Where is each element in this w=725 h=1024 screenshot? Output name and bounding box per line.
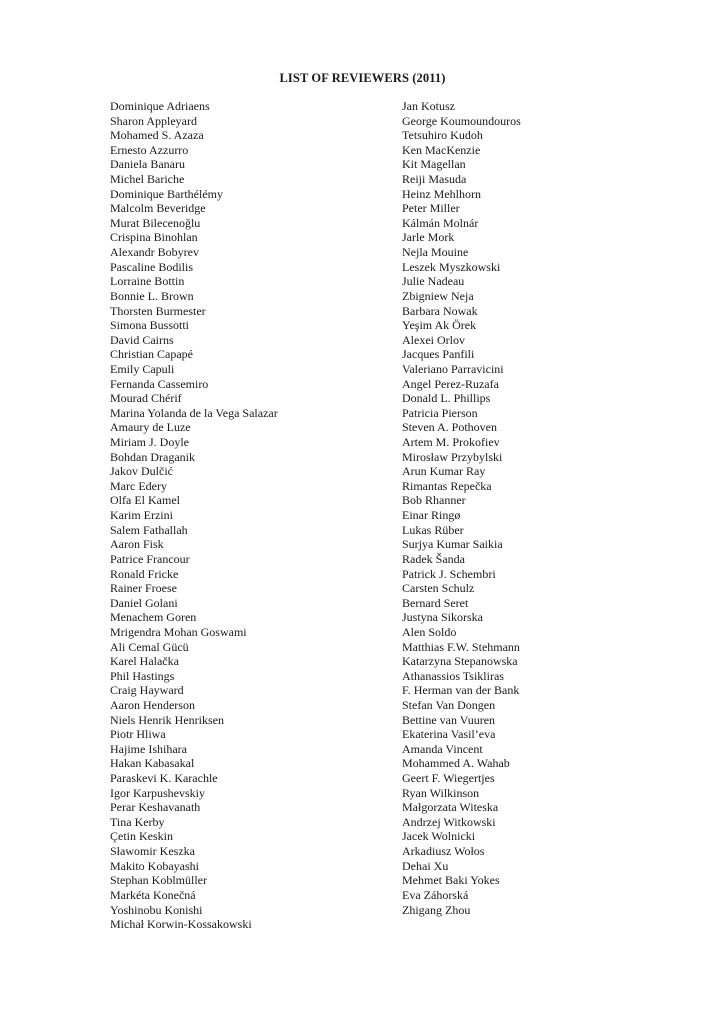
reviewer-name: Jakov Dulčić: [110, 464, 173, 479]
reviewer-name: Ernesto Azzurro: [110, 142, 189, 157]
reviewer-name: Alexei Orlov: [402, 332, 465, 347]
reviewer-name: Salem Fathallah: [110, 522, 188, 537]
reviewer-name: Einar Ringø: [402, 508, 461, 523]
reviewer-name: Hakan Kabasakal: [110, 756, 195, 771]
reviewer-name: Niels Henrik Henriksen: [110, 712, 224, 727]
reviewer-name: Mohamed S. Azaza: [110, 128, 204, 143]
reviewer-name: Dehai Xu: [402, 858, 449, 873]
reviewer-name: Jan Kotusz: [402, 99, 455, 113]
reviewer-name: Nejla Mouine: [402, 245, 469, 260]
reviewer-name: Ekaterina Vasil’eva: [402, 727, 496, 742]
reviewer-name: Bernard Seret: [402, 595, 469, 610]
reviewer-name: Donald L. Phillips: [402, 391, 491, 406]
reviewer-name: Artem M. Prokofiev: [402, 435, 500, 450]
reviewer-name: Matthias F.W. Stehmann: [402, 639, 520, 654]
reviewer-list-left: [110, 99, 278, 932]
reviewer-name: Małgorzata Witeska: [402, 800, 499, 815]
reviewer-name: Emily Capuli: [110, 361, 175, 376]
reviewer-name: Marc Edery: [110, 478, 167, 493]
reviewer-name: Stephan Koblmüller: [110, 873, 207, 888]
reviewer-name: Heinz Mehlhorn: [402, 186, 481, 201]
reviewer-name: Craig Hayward: [110, 683, 184, 698]
reviewer-name: Eva Záhorská: [402, 887, 469, 902]
reviewer-name: Lorraine Bottin: [110, 274, 185, 289]
reviewer-name: Zhigang Zhou: [402, 902, 471, 917]
reviewer-name: Phil Hastings: [110, 668, 175, 683]
reviewer-name: Pascaline Bodilis: [110, 259, 193, 274]
reviewer-name: Leszek Myszkowski: [402, 259, 501, 274]
reviewer-name: Mourad Chérif: [110, 391, 182, 406]
reviewer-name: Radek Šanda: [402, 551, 465, 566]
reviewer-name: Angel Perez-Ruzafa: [402, 376, 499, 391]
reviewer-name: Hajime Ishihara: [110, 741, 187, 756]
reviewer-name: Karel Halačka: [110, 654, 179, 669]
reviewer-name: Aaron Fisk: [110, 537, 164, 552]
reviewer-name: Yeşim Ak Örek: [402, 318, 477, 333]
reviewer-name: Fernanda Cassemiro: [110, 376, 209, 391]
reviewer-name: Kit Magellan: [402, 157, 466, 172]
reviewer-name: Menachem Goren: [110, 610, 197, 625]
reviewer-name: F. Herman van der Bank: [402, 683, 520, 698]
reviewer-name: Katarzyna Stepanowska: [402, 654, 518, 669]
reviewer-name: Michel Bariche: [110, 172, 185, 187]
reviewer-name: Yoshinobu Konishi: [110, 902, 203, 917]
reviewer-name: Patrick J. Schembri: [402, 566, 496, 581]
reviewer-name: Amaury de Luze: [110, 420, 191, 435]
reviewer-name: Patricia Pierson: [402, 405, 478, 420]
reviewer-name: Ken MacKenzie: [402, 142, 481, 157]
reviewer-name: Kálmán Molnár: [402, 215, 479, 230]
reviewer-name: Andrzej Witkowski: [402, 814, 496, 829]
reviewer-name: Zbigniew Neja: [402, 288, 474, 303]
reviewer-name: Sławomir Keszka: [110, 844, 195, 859]
reviewer-name: Arkadiusz Wołos: [402, 844, 485, 859]
reviewer-name: David Cairns: [110, 332, 174, 347]
reviewer-name: George Koumoundouros: [402, 113, 521, 128]
reviewer-name: Arun Kumar Ray: [402, 464, 486, 479]
reviewer-name: Mohammed A. Wahab: [402, 756, 510, 771]
reviewer-name: Crispina Binohlan: [110, 230, 198, 245]
reviewer-name: Jarle Mork: [402, 230, 455, 245]
reviewer-name: Tina Kerby: [110, 814, 165, 829]
reviewer-name: Rimantas Repečka: [402, 478, 492, 493]
reviewer-name: Daniela Banaru: [110, 157, 185, 172]
reviewer-name: Jacek Wolnicki: [402, 829, 476, 844]
reviewer-name: Ali Cemal Gücü: [110, 639, 189, 654]
reviewer-name: Lukas Rüber: [402, 522, 464, 537]
reviewer-name: Dominique Adriaens: [110, 99, 210, 113]
reviewer-name: Carsten Schulz: [402, 581, 475, 596]
reviewer-name: Makito Kobayashi: [110, 858, 199, 873]
reviewer-name: Daniel Golani: [110, 595, 178, 610]
reviewer-name: Igor Karpushevskiy: [110, 785, 205, 800]
reviewer-name: Olfa El Kamel: [110, 493, 180, 508]
reviewer-name: Marina Yolanda de la Vega Salazar: [110, 405, 278, 420]
reviewer-name: Paraskevi K. Karachle: [110, 771, 218, 786]
reviewer-name: Murat Bilecenoğlu: [110, 215, 201, 230]
reviewer-name: Jacques Panfili: [402, 347, 475, 362]
reviewer-name: Steven A. Pothoven: [402, 420, 497, 435]
reviewer-name: Çetin Keskin: [110, 829, 173, 844]
reviewer-name: Thorsten Burmester: [110, 303, 206, 318]
reviewer-name: Tetsuhiro Kudoh: [402, 128, 483, 143]
reviewer-name: Karim Erzini: [110, 508, 173, 523]
reviewer-name: Amanda Vincent: [402, 741, 483, 756]
reviewer-name: Valeriano Parravicini: [402, 361, 504, 376]
page-title: LIST OF REVIEWERS (2011): [279, 71, 446, 85]
reviewer-name: Mehmet Baki Yokes: [402, 873, 500, 888]
reviewer-name: Athanassios Tsikliras: [402, 668, 504, 683]
reviewer-list-right: [402, 99, 521, 917]
reviewer-name: Justyna Sikorska: [402, 610, 483, 625]
reviewer-name: Simona Bussotti: [110, 318, 190, 333]
reviewer-name: Aaron Henderson: [110, 697, 195, 712]
reviewer-name: Mrigendra Mohan Goswami: [110, 624, 247, 639]
reviewer-name: Julie Nadeau: [402, 274, 465, 289]
reviewer-name: Ryan Wilkinson: [402, 785, 480, 800]
reviewer-name: Patrice Francour: [110, 551, 190, 566]
reviewer-name: Perar Keshavanath: [110, 800, 201, 815]
reviewer-name: Stefan Van Dongen: [402, 697, 496, 712]
reviewer-name: Markéta Konečná: [110, 887, 196, 902]
reviewer-name: Bob Rhanner: [402, 493, 466, 508]
reviewer-name: Ronald Fricke: [110, 566, 179, 581]
reviewer-name: Alen Soldo: [402, 624, 457, 639]
reviewer-name: Piotr Hliwa: [110, 727, 166, 742]
reviewer-name: Sharon Appleyard: [110, 113, 197, 128]
reviewer-name: Rainer Froese: [110, 581, 177, 596]
reviewer-name: Bohdan Draganik: [110, 449, 195, 464]
reviewer-name: Mirosław Przybylski: [402, 449, 503, 464]
reviewer-name: Christian Capapé: [110, 347, 193, 362]
reviewer-name: Geert F. Wiegertjes: [402, 771, 495, 786]
reviewer-name: Miriam J. Doyle: [110, 435, 189, 450]
reviewer-name: Dominique Barthélémy: [110, 186, 223, 201]
reviewer-name: Peter Miller: [402, 201, 460, 216]
reviewer-name: Bonnie L. Brown: [110, 288, 194, 303]
reviewer-name: Michał Korwin-Kossakowski: [110, 917, 252, 932]
reviewer-name: Alexandr Bobyrev: [110, 245, 199, 260]
reviewer-name: Malcolm Beveridge: [110, 201, 206, 216]
reviewer-name: Barbara Nowak: [402, 303, 478, 318]
reviewer-name: Reiji Masuda: [402, 172, 467, 187]
reviewer-name: Surjya Kumar Saikia: [402, 537, 503, 552]
reviewer-name: Bettine van Vuuren: [402, 712, 496, 727]
